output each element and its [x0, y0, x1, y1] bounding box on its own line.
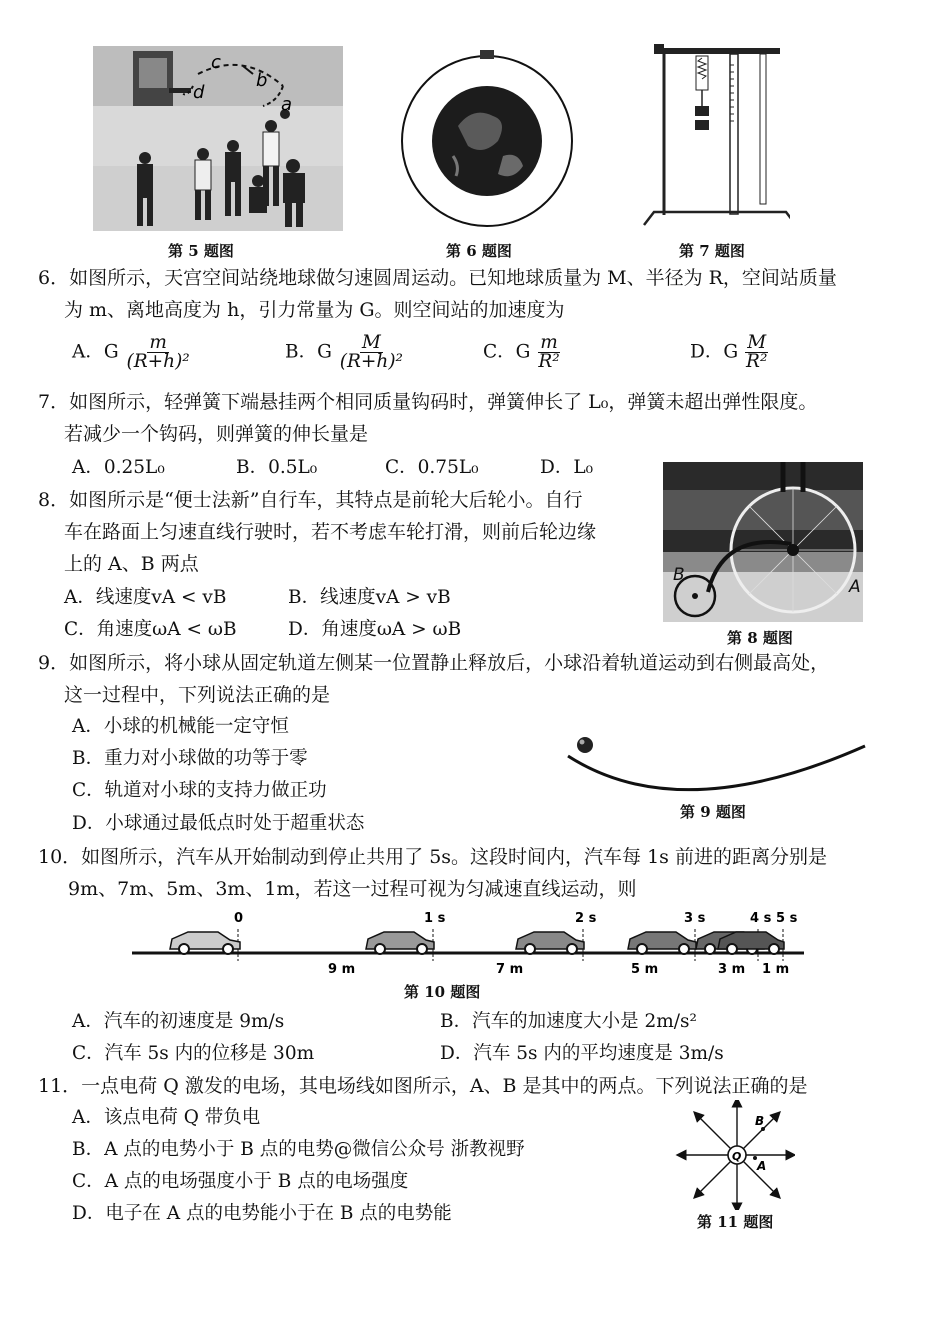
figure-5-caption: 第 5 题图 — [168, 242, 234, 260]
q11-stem-line1: 11．一点电荷 Q 激发的电场，其电场线如图所示，A、B 是其中的两点。下列说法正确的是 — [38, 1075, 808, 1097]
label-d: d — [193, 82, 205, 103]
q11-option-d[interactable]: D．电子在 A 点的电势能小于在 B 点的电势能 — [72, 1203, 452, 1224]
q10-option-d[interactable]: D．汽车 5s 内的平均速度是 3m/s — [440, 1043, 724, 1064]
figure-6-caption: 第 6 题图 — [446, 242, 512, 260]
q9-option-c[interactable]: C．轨道对小球的支持力做正功 — [72, 780, 327, 801]
label-q: Q — [732, 1150, 742, 1163]
q9-option-d[interactable]: D．小球通过最低点时处于超重状态 — [72, 813, 365, 834]
q11-option-c[interactable]: C．A 点的电场强度小于 B 点的电场强度 — [72, 1171, 409, 1192]
distance-label: 3 m — [718, 962, 746, 977]
q8-stem-line1: 8．如图所示是“便士法新”自行车，其特点是前轮大后轮小。自行 — [38, 489, 583, 511]
q10-stem-line2: 9m、7m、5m、3m、1m，若这一过程可视为匀减速直线运动，则 — [68, 878, 637, 900]
figure-11 — [675, 1100, 795, 1210]
q6-option-b[interactable]: B．G $\frac{M}{\text{(R+h)²}}$ — [285, 332, 403, 372]
figure-7 — [640, 40, 790, 235]
basketball-photo — [93, 46, 343, 231]
label-a: A — [849, 577, 861, 597]
distance-label: 7 m — [496, 962, 524, 977]
q9-option-a[interactable]: A．小球的机械能一定守恒 — [72, 716, 289, 737]
figure-6 — [398, 46, 578, 231]
figure-9 — [560, 728, 870, 798]
q8-option-a[interactable]: A．线速度vA < vB — [64, 587, 227, 608]
time-label: 0 — [234, 911, 244, 926]
label-b: B — [673, 565, 685, 585]
q8-stem-line2: 车在路面上匀速直线行驶时，若不考虑车轮打滑，则前后轮边缘 — [64, 521, 597, 543]
label-a: A — [757, 1159, 767, 1173]
figure-8-caption: 第 8 题图 — [727, 629, 793, 647]
q8-option-c[interactable]: C．角速度ωA < ωB — [64, 619, 237, 640]
q9-option-b[interactable]: B．重力对小球做的功等于零 — [72, 748, 308, 769]
time-label: 3 s — [684, 911, 706, 926]
figure-5 — [93, 46, 343, 231]
q10-stem-line1: 10．如图所示，汽车从开始制动到停止共用了 5s。这段时间内，汽车每 1s 前进的距离分别是 — [38, 846, 827, 868]
figure-8 — [663, 462, 863, 622]
q8-option-b[interactable]: B．线速度vA > vB — [288, 587, 451, 608]
q8-option-d[interactable]: D．角速度ωA > ωB — [288, 619, 462, 640]
q6-option-d[interactable]: D．G $\frac{M}{\text{R²}}$ — [690, 332, 768, 372]
label-a: a — [281, 94, 293, 115]
earth-orbit-diagram — [398, 46, 578, 231]
time-label: 2 s — [575, 911, 597, 926]
q7-option-a[interactable]: A．0.25L₀ — [72, 457, 165, 478]
spring-stand-diagram — [640, 40, 790, 235]
q6-option-a[interactable]: A．G $\frac{m}{\text{(R+h)²}}$ — [72, 332, 190, 372]
time-label: 1 s — [424, 911, 446, 926]
figure-7-caption: 第 7 题图 — [679, 242, 745, 260]
label-b: B — [755, 1114, 765, 1128]
figure-10-caption: 第 10 题图 — [404, 983, 481, 1001]
q10-option-b[interactable]: B．汽车的加速度大小是 2m/s² — [440, 1011, 697, 1032]
q9-stem-line2: 这一过程中，下列说法正确的是 — [64, 684, 331, 706]
track-diagram — [560, 728, 870, 798]
distance-label: 9 m — [328, 962, 356, 977]
distance-label: 1 m — [762, 962, 790, 977]
q6-stem-line2: 为 m、离地高度为 h，引力常量为 G。则空间站的加速度为 — [64, 299, 565, 321]
q10-option-c[interactable]: C．汽车 5s 内的位移是 30m — [72, 1043, 315, 1064]
q7-option-d[interactable]: D．L₀ — [540, 457, 594, 478]
figure-11-caption: 第 11 题图 — [697, 1213, 774, 1231]
q7-stem-line2: 若减少一个钩码，则弹簧的伸长量是 — [64, 423, 369, 445]
car-icon — [170, 932, 240, 954]
q9-stem-line1: 9．如图所示，将小球从固定轨道左侧某一位置静止释放后，小球沿着轨道运动到右侧最高处， — [38, 652, 830, 674]
q11-option-a[interactable]: A．该点电荷 Q 带负电 — [72, 1107, 261, 1128]
q11-option-b[interactable]: B．A 点的电势小于 B 点的电势@微信公众号 浙教视野 — [72, 1139, 525, 1160]
label-b: b — [256, 70, 268, 91]
car-braking-diagram — [128, 905, 808, 980]
time-label: 4 s — [750, 911, 772, 926]
time-label: 5 s — [776, 911, 798, 926]
figure-9-caption: 第 9 题图 — [680, 803, 746, 821]
q7-option-c[interactable]: C．0.75L₀ — [385, 457, 479, 478]
penny-farthing-photo — [663, 462, 863, 622]
q8-stem-line3: 上的 A、B 两点 — [64, 553, 199, 575]
electric-field-diagram — [675, 1100, 795, 1210]
figure-10 — [128, 905, 808, 980]
label-c: c — [211, 52, 221, 73]
q6-option-c[interactable]: C．G $\frac{m}{\text{R²}}$ — [483, 332, 560, 372]
distance-label: 5 m — [631, 962, 659, 977]
q6-stem-line1: 6．如图所示，天宫空间站绕地球做匀速圆周运动。已知地球质量为 M、半径为 R，空间站质量 — [38, 267, 837, 289]
q7-option-b[interactable]: B．0.5L₀ — [236, 457, 318, 478]
ball — [577, 737, 593, 753]
q10-option-a[interactable]: A．汽车的初速度是 9m/s — [72, 1011, 285, 1032]
q7-stem-line1: 7．如图所示，轻弹簧下端悬挂两个相同质量钩码时，弹簧伸长了 L₀，弹簧未超出弹性限度。 — [38, 391, 818, 413]
